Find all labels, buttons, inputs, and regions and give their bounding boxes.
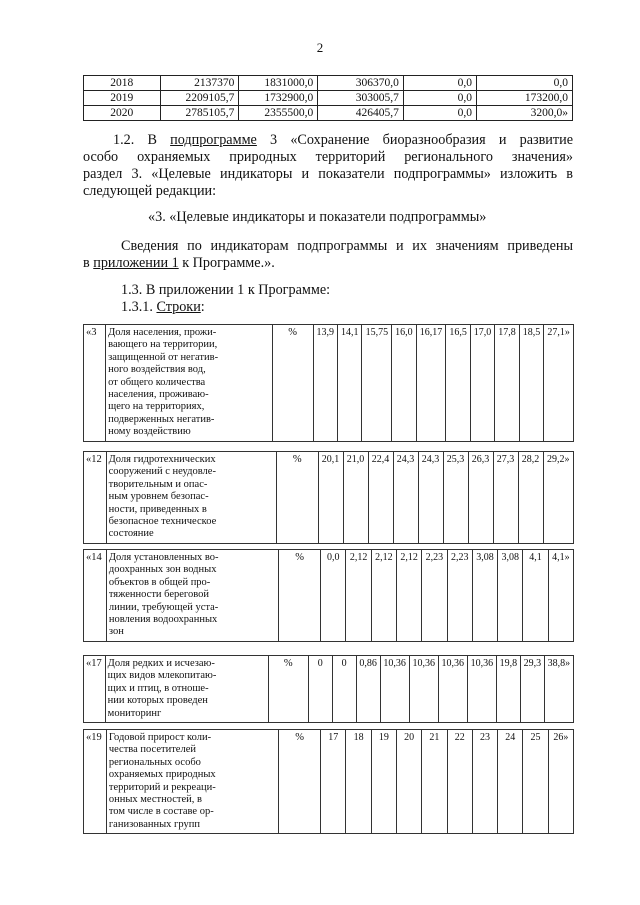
indicator-name [106, 452, 276, 544]
indicator-name-line: нии которых проведен [107, 695, 208, 707]
indicator-value: 25 [523, 730, 548, 834]
indicator-name-line: новления водоохранных [108, 614, 218, 626]
indicator-value: 29,3 [520, 656, 544, 723]
indicator-value: 2,23 [447, 550, 472, 642]
funding-cell: 2020 [84, 106, 161, 121]
para-1-3-1-suffix: : [200, 299, 205, 315]
funding-cell: 0,0 [403, 91, 476, 106]
indicator-name-line: чества посетителей [108, 744, 196, 756]
indicator-value: 20 [396, 730, 421, 834]
indicator-name-line: Доля населения, прожи- [108, 327, 217, 338]
funding-cell: 306370,0 [318, 76, 404, 91]
indicator-unit: % [279, 730, 321, 834]
indicator-value: 16,0 [392, 325, 416, 442]
indicator-value: 17,0 [470, 325, 494, 442]
indicator-value: 17 [321, 730, 346, 834]
para-info-line2 [83, 255, 573, 272]
indicator-name-line: мониторинг [107, 707, 162, 719]
indicator-value: 10,36 [380, 656, 409, 723]
indicator-name-line: ности, приведенных в [108, 503, 207, 515]
indicator-value: 19 [371, 730, 396, 834]
indicator-table [83, 549, 574, 642]
para-info-prefix: в [83, 255, 94, 271]
indicator-number: «19 [84, 730, 107, 834]
indicator-name-line: Годовой прирост коли- [108, 732, 212, 743]
para-info-line1: Сведения по индикаторам подпрограммы и их значениям приведены [121, 238, 573, 254]
indicator-value: 22 [447, 730, 472, 834]
funding-row [84, 106, 573, 121]
funding-cell: 2137370 [160, 76, 239, 91]
indicator-value: 15,75 [362, 325, 392, 442]
indicator-value: 22,4 [368, 452, 393, 544]
indicator-name-line: вающего на территории, [108, 339, 218, 351]
indicator-number: «12 [84, 452, 107, 544]
indicator-number: «17 [84, 656, 106, 723]
indicator-value: 3,08 [472, 550, 497, 642]
indicator-name-line: подверженных негатив- [108, 413, 215, 425]
indicator-name-line: зон [108, 626, 124, 638]
indicator-name-line: ного воздействия вод, [108, 364, 206, 376]
indicator-name-line: щих видов млекопитаю- [107, 670, 217, 682]
rows-link[interactable]: Строки [156, 299, 201, 315]
funding-cell: 303005,7 [318, 91, 404, 106]
funding-cell: 0,0 [477, 76, 573, 91]
indicator-value: 4,1» [548, 550, 573, 642]
para-1-3: 1.3. В приложении 1 к Программе: [121, 282, 331, 298]
funding-cell: 2785105,7 [160, 106, 239, 121]
indicator-name-line: безопасное техническое [108, 516, 217, 528]
indicator-name-line: региональных особо [108, 756, 201, 768]
indicator-unit: % [272, 325, 313, 442]
indicator-value: 19,8 [496, 656, 520, 723]
indicator-number: «3 [84, 325, 106, 442]
funding-row [84, 76, 573, 91]
indicator-name-line: территорий и рекреаци- [108, 781, 216, 793]
indicator-name-line: щего на территориях, [108, 401, 205, 413]
indicator-value: 2,23 [422, 550, 447, 642]
indicator-value: 2,12 [371, 550, 396, 642]
indicator-value: 24 [498, 730, 523, 834]
indicator-name [105, 656, 268, 723]
funding-cell: 2018 [84, 76, 161, 91]
indicator-value: 0,0 [321, 550, 346, 642]
indicator-name-line: тяженности береговой [108, 589, 209, 601]
indicator-name-line: ным уровнем безопас- [108, 491, 209, 503]
indicator-value: 14,1 [338, 325, 362, 442]
appendix-link[interactable]: приложении 1 [93, 255, 179, 271]
indicator-name [106, 550, 278, 642]
indicator-name-line: сооружений с неудовле- [108, 466, 216, 478]
indicator-table [83, 451, 574, 544]
indicator-value: 27,1» [544, 325, 574, 442]
para-1-2-line1 [83, 132, 573, 149]
indicator-table [83, 729, 574, 834]
indicator-value: 23 [472, 730, 497, 834]
indicator-value: 4,1 [523, 550, 548, 642]
section-title: «3. «Целевые индикаторы и показатели подпрограммы» [148, 209, 487, 225]
indicator-row [84, 325, 574, 442]
indicator-value: 25,3 [443, 452, 468, 544]
indicator-name-line: охраняемых природных [108, 769, 216, 781]
indicator-unit: % [276, 452, 318, 544]
funding-cell: 0,0 [403, 76, 476, 91]
funding-cell: 1831000,0 [239, 76, 318, 91]
indicator-value: 38,8» [544, 656, 573, 723]
indicator-value: 13,9 [313, 325, 337, 442]
indicator-value: 10,36 [409, 656, 438, 723]
funding-cell: 2019 [84, 91, 161, 106]
indicator-value: 18 [346, 730, 371, 834]
indicator-name-line: населения, проживаю- [108, 389, 209, 401]
para-info-suffix: к Программе.». [178, 255, 275, 271]
indicator-name-line: линии, требующей уста- [108, 601, 219, 613]
indicator-value: 26» [548, 730, 573, 834]
indicator-value: 2,12 [396, 550, 421, 642]
para-1-2-line2: особо охраняемых природных территорий регионального значения» [83, 149, 573, 165]
indicator-value: 26,3 [468, 452, 493, 544]
funding-cell: 426405,7 [318, 106, 404, 121]
indicator-name-line: щих и птиц, в отноше- [107, 682, 209, 694]
indicator-name-line: от общего количества [108, 376, 206, 388]
indicator-value: 16,17 [416, 325, 446, 442]
indicator-row [84, 730, 574, 834]
indicator-row [84, 656, 574, 723]
funding-cell: 173200,0 [477, 91, 573, 106]
indicator-value: 29,2» [543, 452, 573, 544]
indicator-name-line: онных местностей, в [108, 794, 202, 806]
para-1-2-prefix: 1.2. В [113, 132, 171, 148]
indicator-name-line: Доля редких и исчезаю- [107, 658, 215, 669]
indicator-value: 24,3 [418, 452, 443, 544]
funding-table [83, 75, 573, 121]
para-1-3-1 [121, 299, 611, 316]
indicator-value: 0,86 [356, 656, 380, 723]
funding-row [84, 91, 573, 106]
para-1-2-line4: следующей редакции: [83, 183, 217, 199]
indicator-name-line: состояние [108, 528, 154, 540]
indicator-value: 16,5 [446, 325, 470, 442]
indicator-unit: % [279, 550, 321, 642]
para-1-2-line3: раздел 3. «Целевые индикаторы и показатели подпрограммы» изложить в [83, 166, 573, 182]
indicator-name [106, 325, 273, 442]
indicator-value: 27,3 [493, 452, 518, 544]
indicator-name-line: Доля гидротехнических [108, 454, 216, 465]
indicator-name-line: доохранных зон водных [108, 564, 217, 576]
indicator-value: 0 [308, 656, 332, 723]
indicator-row [84, 452, 574, 544]
indicator-number: «14 [84, 550, 107, 642]
indicator-value: 18,5 [519, 325, 543, 442]
indicator-value: 10,36 [467, 656, 496, 723]
para-1-3-1-prefix: 1.3.1. [121, 299, 157, 315]
indicator-value: 20,1 [318, 452, 343, 544]
page-number: 2 [316, 40, 324, 55]
indicator-name-line: том числе в составе ор- [108, 806, 214, 818]
indicator-unit: % [268, 656, 308, 723]
funding-cell: 0,0 [403, 106, 476, 121]
indicator-value: 21 [422, 730, 447, 834]
indicator-value: 2,12 [346, 550, 371, 642]
funding-cell: 2209105,7 [160, 91, 239, 106]
indicator-name-line: объектов в общей про- [108, 576, 211, 588]
indicator-value: 21,0 [343, 452, 368, 544]
indicator-name-line: творительным и опас- [108, 478, 208, 490]
indicator-name-line: защищенной от негатив- [108, 351, 219, 363]
indicator-name-line: ганизованных групп [108, 818, 200, 830]
indicator-table [83, 324, 574, 442]
indicator-table [83, 655, 574, 723]
indicator-value: 28,2 [518, 452, 543, 544]
indicator-value: 24,3 [393, 452, 418, 544]
indicator-name-line: Доля установленных во- [108, 552, 219, 563]
indicator-row [84, 550, 574, 642]
funding-cell: 3200,0» [477, 106, 573, 121]
indicator-name [106, 730, 278, 834]
indicator-value: 17,8 [495, 325, 519, 442]
indicator-value: 0 [332, 656, 356, 723]
funding-cell: 1732900,0 [239, 91, 318, 106]
para-1-2-rest: 3 «Сохранение биоразнообразия и развитие [256, 132, 573, 148]
subprogram-link[interactable]: подпрограмме [170, 132, 257, 148]
indicator-value: 10,36 [438, 656, 467, 723]
funding-cell: 2355500,0 [239, 106, 318, 121]
indicator-value: 3,08 [498, 550, 523, 642]
indicator-name-line: ному воздействию [108, 426, 191, 438]
